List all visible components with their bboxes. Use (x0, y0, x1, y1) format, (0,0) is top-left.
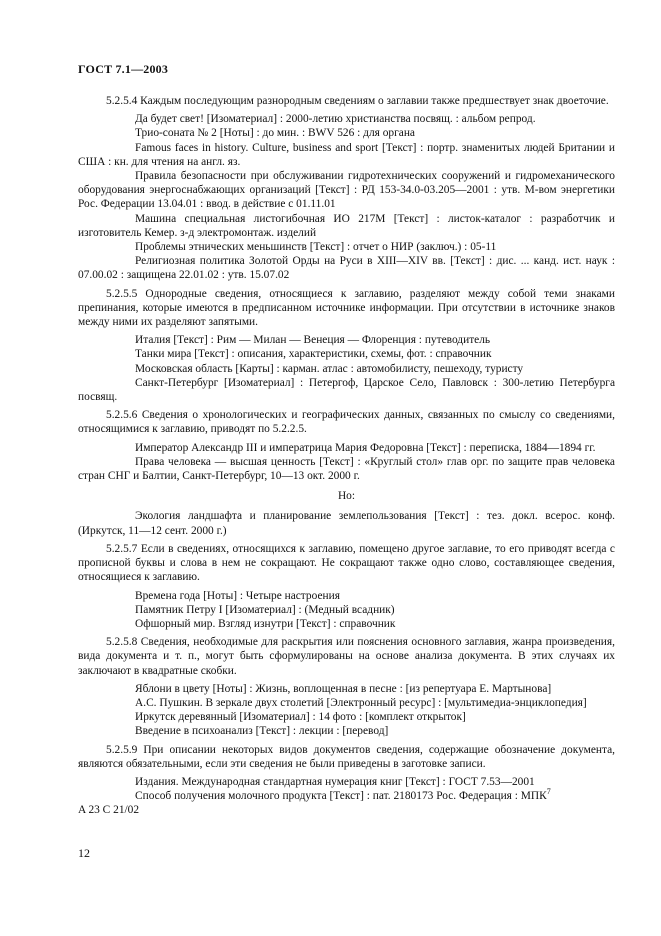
example-line: Трио-соната № 2 [Ноты] : до мин. : BWV 526 : для органа (135, 127, 415, 140)
example-line: Италия [Текст] : Рим — Милан — Венеция — Флоренция : путеводитель (135, 334, 491, 347)
example-line: Famous faces in history. Culture, business and sport [Текст] : портр. знаменитых людей Британии и США : кн. для чтения на англ. яз. (78, 141, 615, 168)
paragraph-5-2-5-7: 5.2.5.7 Если в сведениях, относящихся к заглавию, помещено другое заглавие, то его приводят всегда с прописной буквы и слова в нем не сокращают. Не сокращают также одно слово, составляющее сведения, относящиеся к заглавию. (78, 542, 615, 584)
example-line: Правила безопасности при обслуживании гидротехнических сооружений и гидромеханического оборудования энергоснабжающих организаций [Текст] : РД 153-34.0-03.205—2001 : утв. М-вом энергетики Рос. Федерации 13.04.01 : ввод. в действие с 01.11.01 (78, 170, 615, 211)
superscript: 7 (546, 787, 551, 797)
example-line: Издания. Международная стандартная нумерация книг [Текст] : ГОСТ 7.53—2001 (135, 775, 535, 788)
example-line: Машина специальная листогибочная ИО 217М [Текст] : листок-каталог : разработчик и изготовитель Кемер. з-д электромонтаж. изделий (78, 212, 615, 239)
examples-5-2-5-6 (78, 441, 615, 484)
example-line: Танки мира [Текст] : описания, характеристики, схемы, фот. : справочник (135, 348, 492, 361)
example-text: Способ получения молочного продукта [Текст] : пат. 2180173 Рос. Федерация : МПК (135, 790, 547, 803)
example-line: Московская область [Карты] : карман. атлас : автомобилисту, пешеходу, туристу (135, 362, 524, 375)
example-line: Санкт-Петербург [Изоматериал] : Петергоф, Царское Село, Павловск : 300-летию Петербурга посвящ. (78, 376, 615, 404)
example-line: Религиозная политика Золотой Орды на Руси в XIII—XIV вв. [Текст] : дис. ... канд. ист. наук : 07.00.02 : защищена 22.01.02 : утв. 15.07.02 (78, 255, 615, 282)
examples-5-2-5-5 (78, 333, 615, 404)
example-line: А.С. Пушкин. В зеркале двух столетий [Электронный ресурс] : [мультимедиа-энциклопедия] (135, 696, 587, 709)
document-body (78, 94, 615, 818)
paragraph-5-2-5-5: 5.2.5.5 Однородные сведения, относящиеся к заглавию, разделяют между собой теми знаками препинания, которые имеются в предписанном источнике информации. При отсутствии в источнике знаков между ними их разделяют запятыми. (78, 287, 615, 329)
example-line: Офшорный мир. Взгляд изнутри [Текст] : справочник (135, 617, 396, 630)
document-header: ГОСТ 7.1—2003 (78, 62, 169, 76)
example-line: Памятник Петру I [Изоматериал] : (Медный всадник) (135, 603, 395, 616)
paragraph-5-2-5-4: 5.2.5.4 Каждым последующим разнородным сведениям о заглавии также предшествует знак двоеточие. (106, 95, 609, 107)
example-line: Времена года [Ноты] : Четыре настроения (135, 589, 340, 602)
paragraph-5-2-5-6: 5.2.5.6 Сведения о хронологических и географических данных, связанных по смыслу со сведениями, относящимися к заглавию, приводят по 5.2.2.5. (78, 409, 615, 436)
examples-5-2-5-8 (78, 682, 615, 739)
examples-5-2-5-9 (78, 775, 615, 818)
example-line: Иркутск деревянный [Изоматериал] : 14 фото : [комплект открыток] (135, 711, 466, 724)
example-line (78, 789, 615, 803)
example-line: Да будет свет! [Изоматериал] : 2000-летию христианства посвящ. : альбом репрод. (135, 113, 536, 126)
page-number: 12 (78, 846, 90, 860)
example-line: Яблони в цвету [Ноты] : Жизнь, воплощенная в песне : [из репертуара Е. Мартынова] (135, 682, 552, 695)
example-line: A 23 C 21/02 (78, 804, 140, 817)
example-line: Проблемы этнических меньшинств [Текст] : отчет о НИР (заключ.) : 05-11 (135, 241, 497, 254)
but-label: Но: (337, 490, 356, 503)
example-line: Император Александр III и императрица Мария Федоровна [Текст] : переписка, 1884—1894 гг. (135, 441, 596, 454)
example-line: Экология ландшафта и планирование землепользования [Текст] : тез. докл. всерос. конф. (Иркутск, 11—12 сент. 2000 г.) (78, 510, 615, 537)
examples-5-2-5-4 (78, 112, 615, 282)
paragraph-5-2-5-8: 5.2.5.8 Сведения, необходимые для раскрытия или пояснения основного заглавия, жанра произведения, вида документа и т. п., могут быть сформулированы на основе анализа документа. В этих случаях их заключают в квадратные скобки. (78, 636, 615, 677)
paragraph-5-2-5-9: 5.2.5.9 При описании некоторых видов документов сведения, содержащие обозначение документа, являются обязательными, если эти сведения не были приведены в заготовке записи. (78, 743, 615, 770)
example-line: Права человека — высшая ценность [Текст] : «Круглый стол» глав орг. по защите прав человека стран СНГ и Балтии, Санкт-Петербург, 10—13 окт. 2000 г. (78, 455, 615, 483)
example-line: Введение в психоанализ [Текст] : лекции : [перевод] (135, 725, 389, 738)
examples-5-2-5-7 (78, 589, 615, 632)
